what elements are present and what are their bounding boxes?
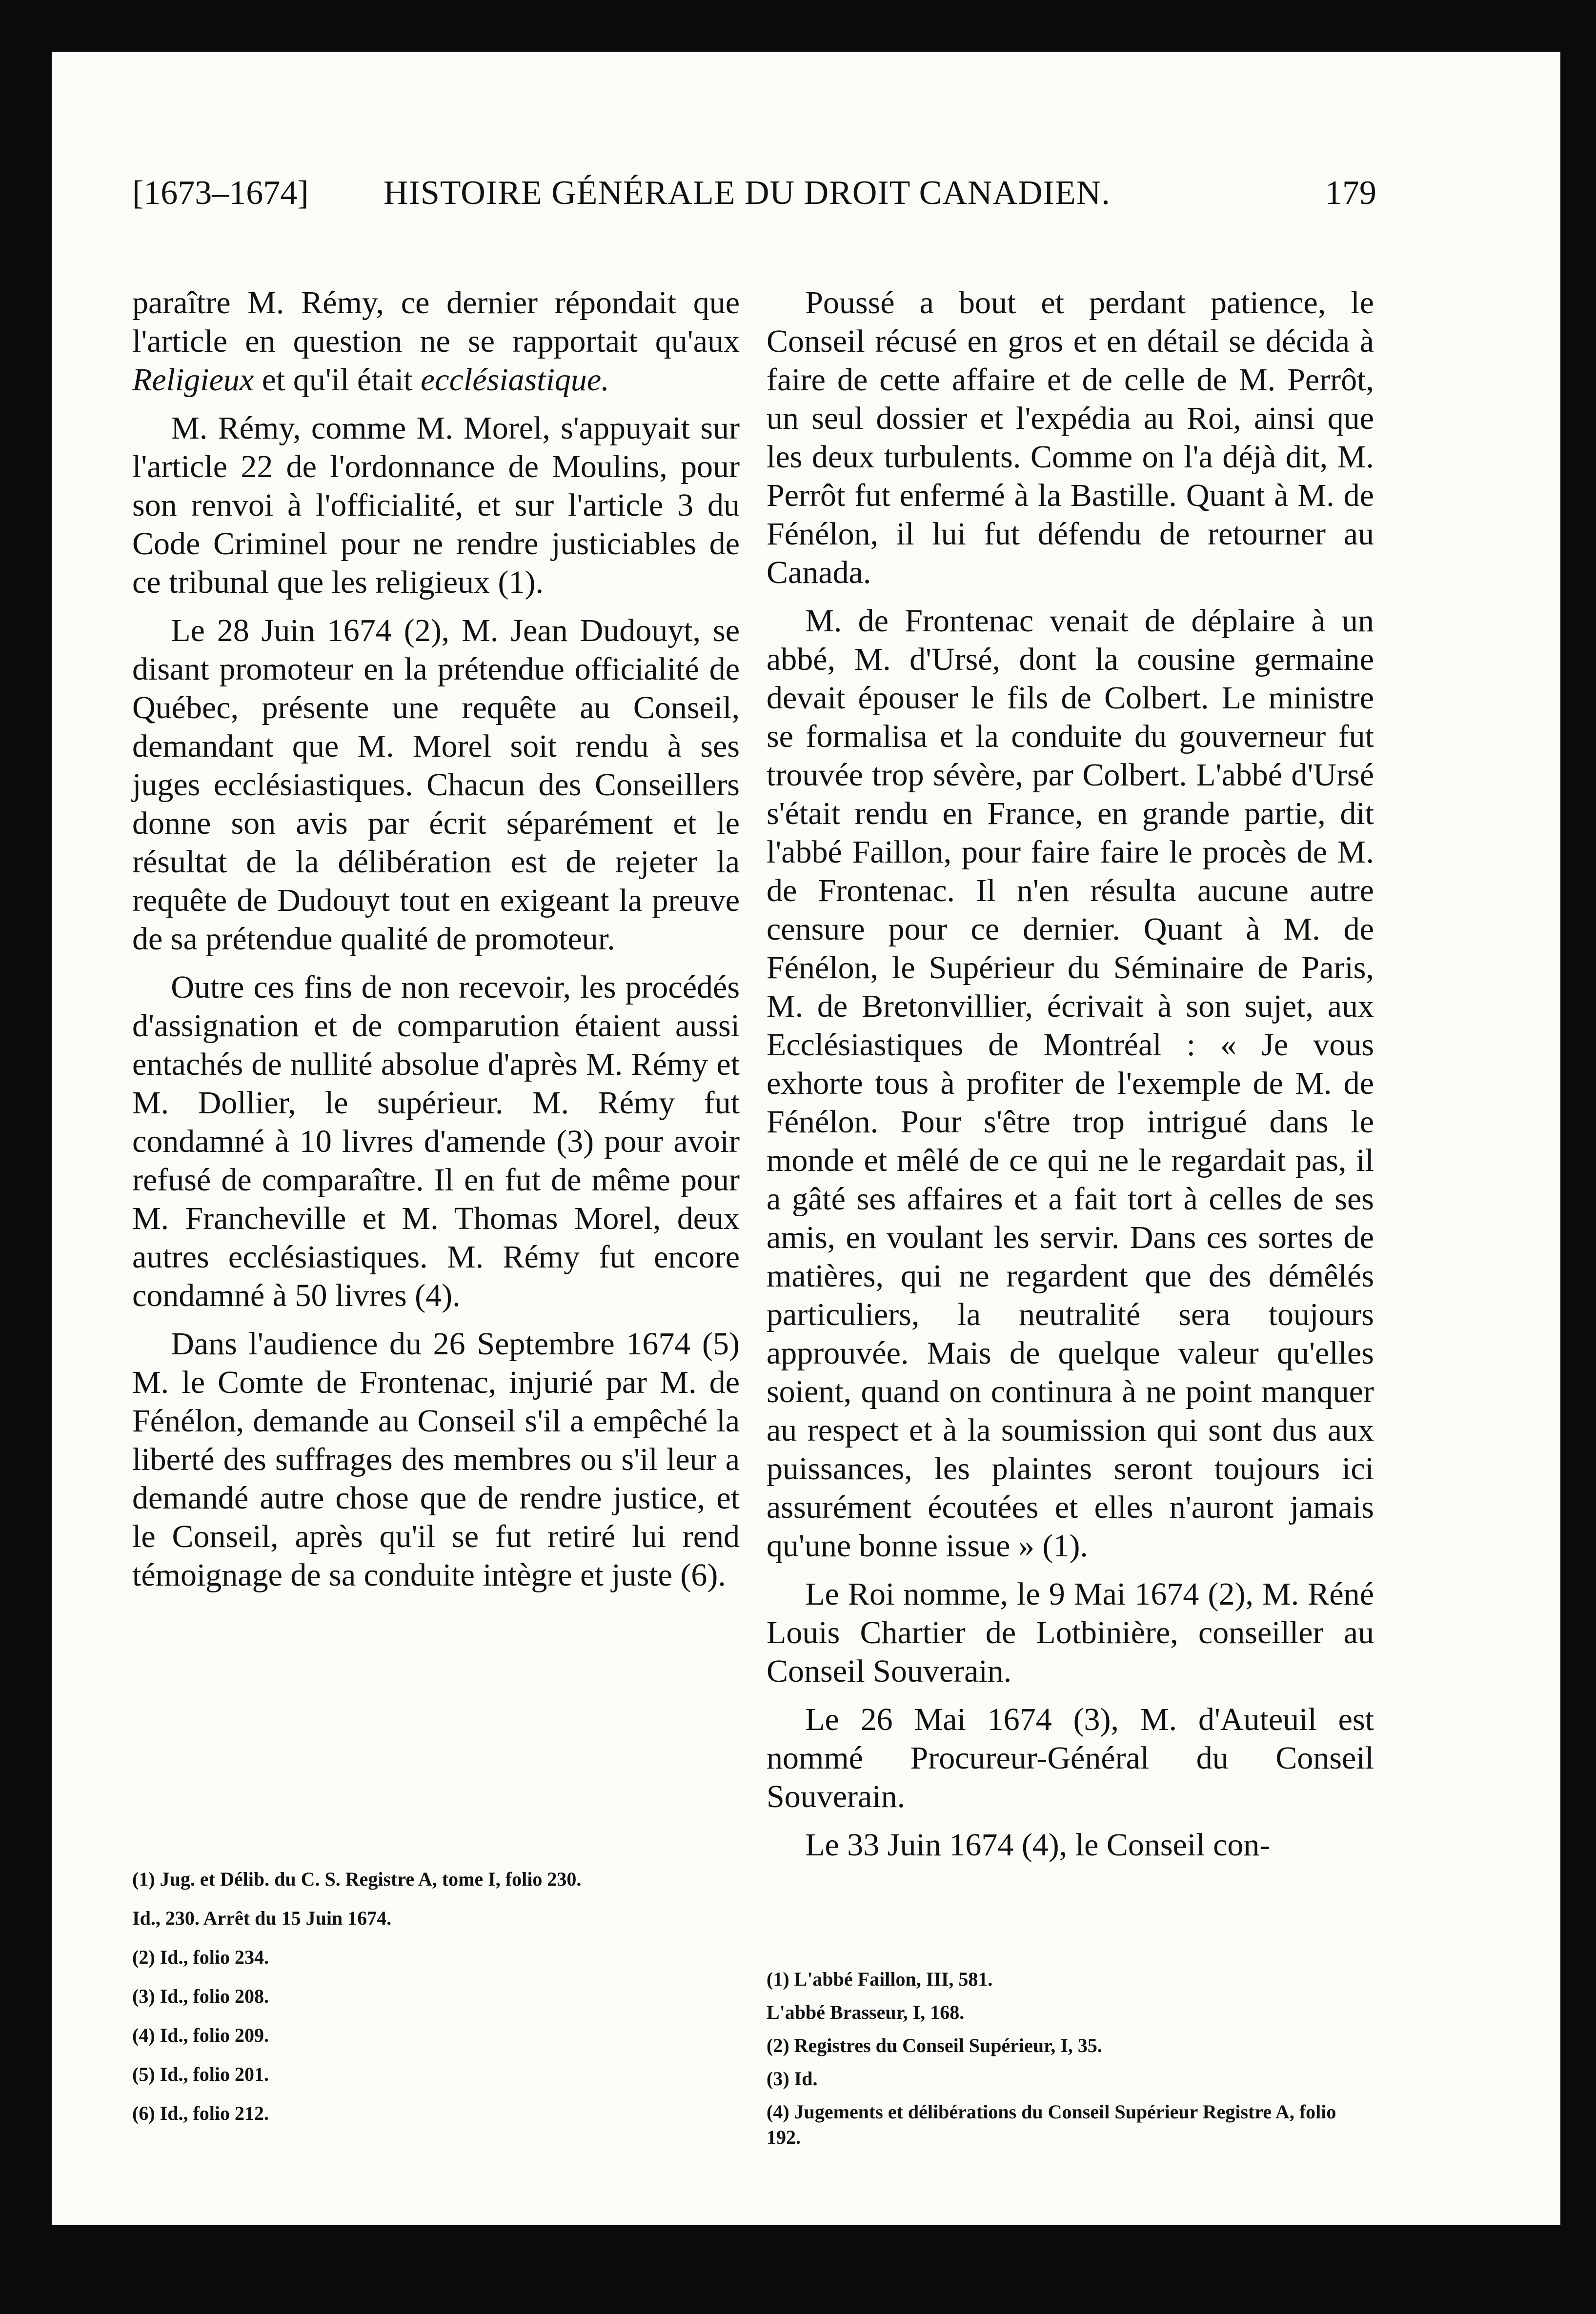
left-p1-text: paraître M. Rémy, ce dernier répondait que l'article en question ne se rapportait qu'aux — [132, 285, 740, 359]
header-title: HISTOIRE GÉNÉRALE DU DROIT CANADIEN. — [384, 174, 1111, 212]
footnote: (3) Id., folio 208. — [132, 1985, 269, 2007]
footnote: (2) Registres du Conseil Supérieur, I, 35. — [767, 2034, 1102, 2056]
left-paragraph-3: Le 28 Juin 1674 (2), M. Jean Dudouyt, se disant promoteur en la prétendue officialité de Québec, présente une requête au Conseil, demandant que M. Morel soit rendu à ses juges ecclésiastiques. Chacun des Conseillers donne son avis par écrit séparément et le résultat de la délibération est de rejeter la requête de Dudouyt tout en exigeant la preuve de sa prétendue qualité de promoteur. — [132, 613, 740, 957]
footnote: (2) Id., folio 234. — [132, 1946, 269, 1968]
left-footnotes — [132, 1867, 740, 2140]
footnote: (5) Id., folio 201. — [132, 2063, 269, 2085]
footnote: (3) Id. — [767, 2068, 818, 2090]
footnote: (6) Id., folio 212. — [132, 2102, 269, 2124]
left-paragraph-5: Dans l'audience du 26 Septembre 1674 (5) M. le Comte de Frontenac, injurié par M. de Fénélon, demande au Conseil s'il a empêché la liberté des suffrages des membres ou s'il leur a demandé autre chose que de rendre justice, et le Conseil, après qu'il se fut retiré lui rend témoignage de sa conduite intègre et juste (6). — [132, 1326, 740, 1593]
header-year-range: [1673–1674] — [132, 174, 309, 212]
footnote: L'abbé Brasseur, I, 168. — [767, 2001, 965, 2023]
book-page — [52, 52, 1560, 2225]
right-column — [767, 283, 1374, 1874]
footnote: (4) Id., folio 209. — [132, 2024, 269, 2046]
right-paragraph-4: Le 26 Mai 1674 (3), M. d'Auteuil est nommé Procureur-Général du Conseil Souverain. — [767, 1702, 1374, 1814]
right-paragraph-1: Poussé a bout et perdant patience, le Conseil récusé en gros et en détail se décida à faire de cette affaire et de celle de M. Perrôt, un seul dossier et l'expédia au Roi, ainsi que les deux turbulents. Comme on l'a déjà dit, M. Perrôt fut enfermé à la Bastille. Quant à M. de Fénélon, il lui fut défendu de retourner au Canada. — [767, 285, 1374, 590]
footnote: (1) L'abbé Faillon, III, 581. — [767, 1968, 993, 1990]
left-p1-italic-1: Religieux — [132, 362, 254, 398]
left-column — [132, 283, 740, 1604]
running-header — [52, 174, 1560, 227]
left-paragraph-1 — [132, 283, 740, 399]
right-paragraph-5: Le 33 Juin 1674 (4), le Conseil con- — [805, 1827, 1271, 1863]
page-number: 179 — [1325, 174, 1376, 212]
left-p1-italic-2: ecclésiastique. — [421, 362, 609, 398]
right-footnotes — [767, 1967, 1374, 2158]
footnote: (4) Jugements et délibérations du Conseil Supérieur Registre A, folio 192. — [767, 2101, 1336, 2148]
left-paragraph-4: Outre ces fins de non recevoir, les procédés d'assignation et de comparution étaient aussi entachés de nullité absolue d'après M. Rémy et M. Dollier, le supérieur. M. Rémy fut condamné à 10 livres d'amende (3) pour avoir refusé de comparaître. Il en fut de même pour M. Francheville et M. Thomas Morel, deux autres ecclésiastiques. M. Rémy fut encore condamné à 50 livres (4). — [132, 969, 740, 1313]
right-paragraph-2: M. de Frontenac venait de déplaire à un abbé, M. d'Ursé, dont la cousine germaine devait épouser le fils de Colbert. Le ministre se formalisa et la conduite du gouverneur fut trouvée trop sévère, par Colbert. L'abbé d'Ursé s'était rendu en France, en grande partie, dit l'abbé Faillon, pour faire faire le procès de M. de Frontenac. Il n'en résulta aucune autre censure pour ce dernier. Quant à M. de Fénélon, le Supérieur du Séminaire de Paris, M. de Bretonvillier, écrivait à son sujet, aux Ecclésiastiques de Montréal : « Je vous exhorte tous à profiter de l'exemple de M. de Fénélon. Pour s'être trop intrigué dans le monde et mêlé de ce qui ne le regardait pas, il a gâté ses affaires et a fait tort à celles de ses amis, en voulant les servir. Dans ces sortes de matières, qui ne regardent que des démêlés particuliers, la neutralité sera toujours approuvée. Mais de quelque valeur qu'elles soient, quand on continura à ne point manquer au respect et à la soumission qui sont dus aux puissances, les plaintes seront toujours ici assurément écoutées et elles n'auront jamais qu'une bonne issue » (1). — [767, 603, 1374, 1564]
left-paragraph-2: M. Rémy, comme M. Morel, s'appuyait sur l'article 22 de l'ordonnance de Moulins, pour son renvoi à l'officialité, et sur l'article 3 du Code Criminel pour ne rendre justiciables de ce tribunal que les religieux (1). — [132, 410, 740, 600]
footnote: Id., 230. Arrêt du 15 Juin 1674. — [132, 1907, 392, 1929]
footnote: (1) Jug. et Délib. du C. S. Registre A, tome I, folio 230. — [132, 1868, 582, 1890]
left-p1-middle: et qu'il était — [254, 362, 421, 398]
right-paragraph-3: Le Roi nomme, le 9 Mai 1674 (2), M. Réné Louis Chartier de Lotbinière, conseiller au Conseil Souverain. — [767, 1576, 1374, 1689]
